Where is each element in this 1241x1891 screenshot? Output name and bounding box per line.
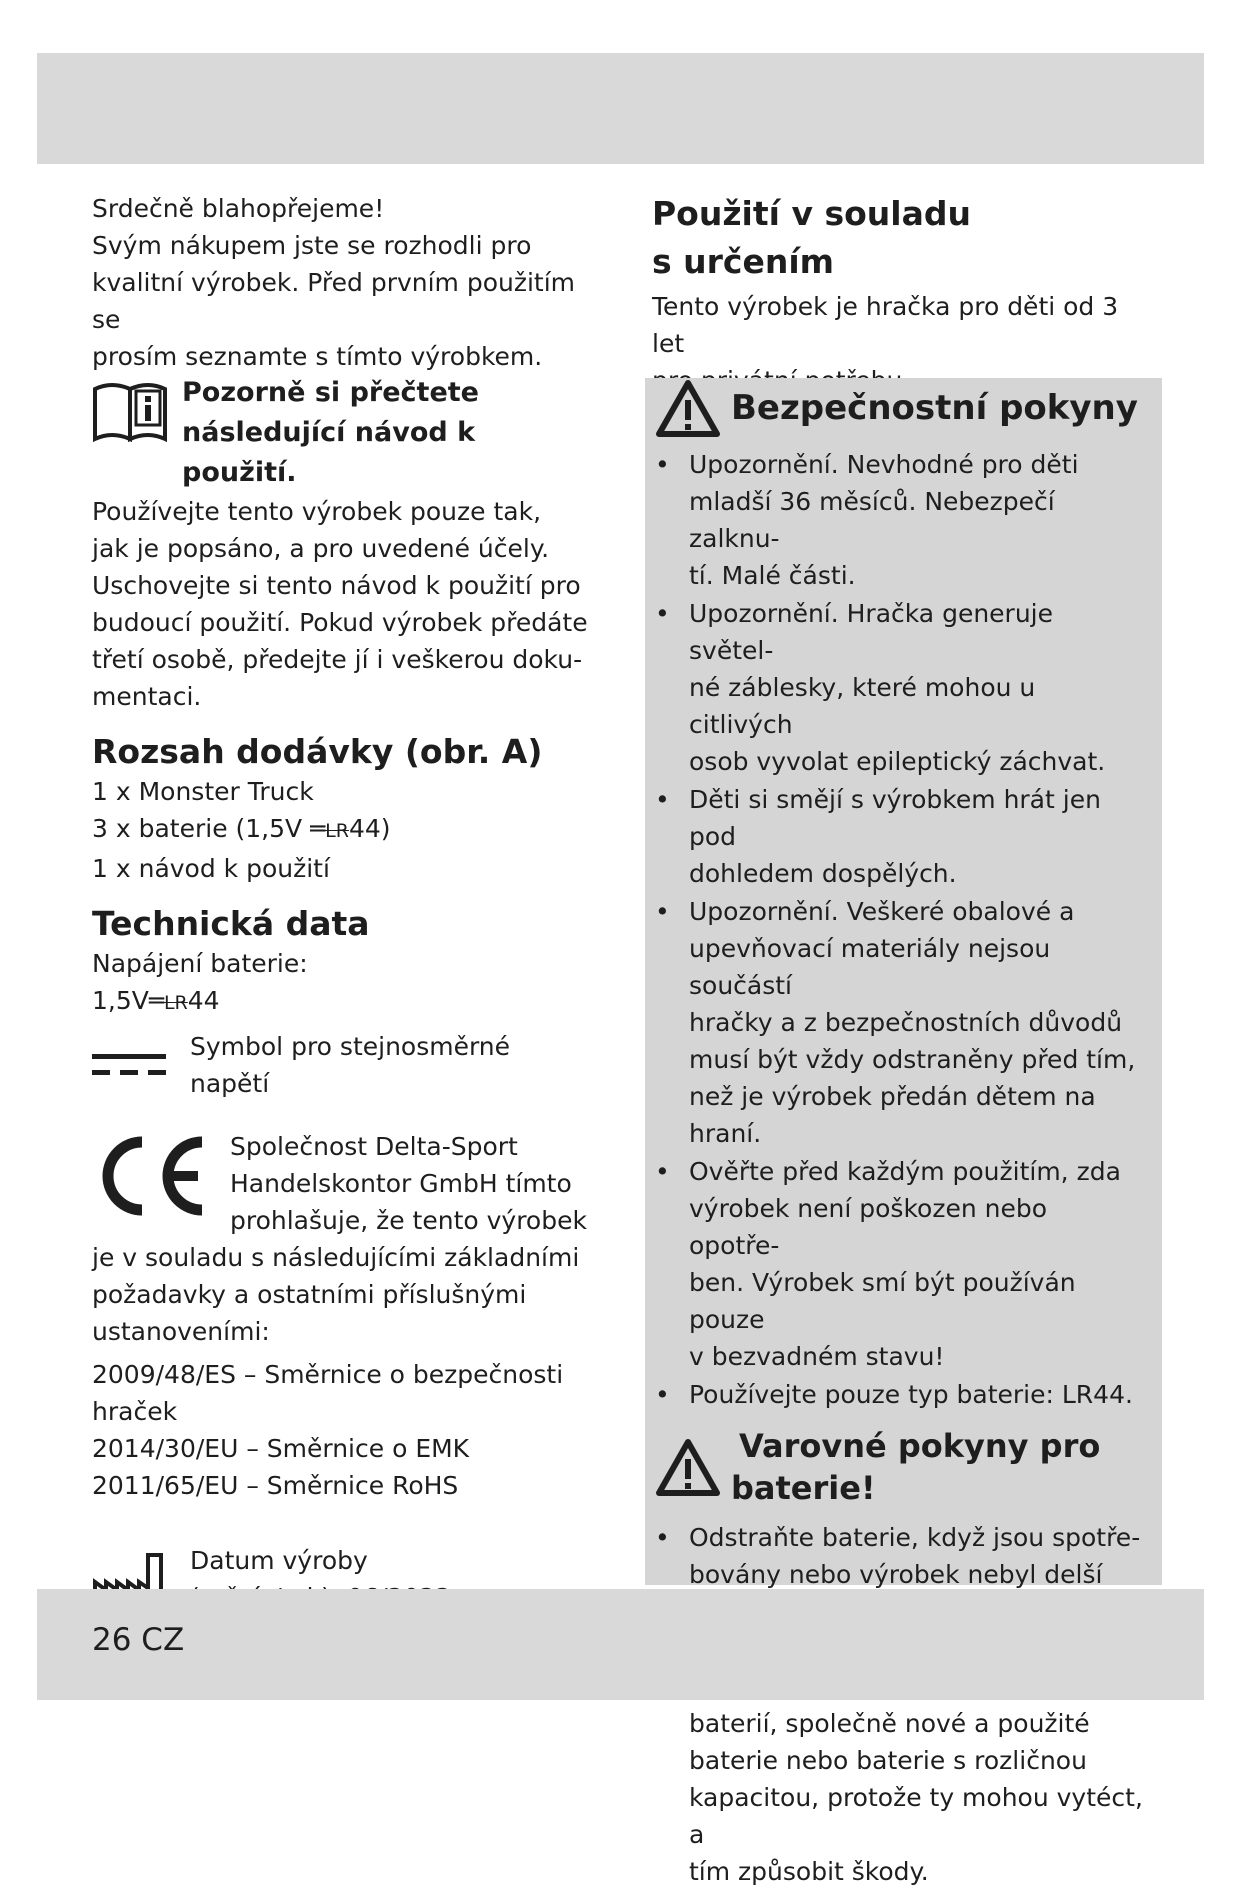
usage-heading: Použití v souladu <box>652 194 971 233</box>
ce-text: ustanoveními: <box>92 1317 270 1346</box>
greeting: Srdečně blahopřejeme! <box>92 194 385 223</box>
delivery-item: 1 x návod k použití <box>92 854 330 883</box>
delivery-item: 3 x baterie (1,5V ═LR44) <box>92 814 391 843</box>
warning-icon <box>655 1437 721 1497</box>
footer-band <box>37 1589 1204 1700</box>
ce-text: prohlašuje, že tento výrobek <box>230 1206 587 1235</box>
usage-text: Tento výrobek je hračka pro děti od 3 let <box>652 292 1119 358</box>
left-column <box>92 190 592 1618</box>
directive: 2014/30/EU – Směrnice o EMK <box>92 1434 470 1463</box>
intro-text: Uschovejte si tento návod k použití pro <box>92 571 581 600</box>
intro-text: jak je popsáno, a pro uvedené účely. <box>92 534 550 563</box>
safety-item: • Ověřte před každým použitím, zda výrobek není poškozen nebo opotře- ben. Výrobek smí být používán pouze v bezvadném stavu! <box>655 1153 1145 1375</box>
ce-text: Společnost Delta-Sport <box>230 1132 518 1161</box>
page-number: 26 CZ <box>92 1622 185 1658</box>
battery-list <box>655 1519 1145 1890</box>
intro-line: kvalitní výrobek. Před prvním použitím se <box>92 268 576 334</box>
tech-heading: Technická data <box>92 904 370 943</box>
ce-text: je v souladu s následujícími základními <box>92 1243 580 1272</box>
tech-supply-value: 1,5V═LR44 <box>92 986 220 1015</box>
dc-mini-icon: ═ <box>148 986 164 1015</box>
note-line: Pozorně si přečtete <box>182 377 479 408</box>
manual-book-icon <box>92 379 168 443</box>
usage-heading: s určením <box>652 242 835 281</box>
intro-text: mentaci. <box>92 682 202 711</box>
battery-heading <box>655 1425 1145 1509</box>
safety-list <box>655 446 1145 1413</box>
safety-item: • Upozornění. Hračka generuje světel- né záblesky, které mohou u citlivých osob vyvolat epileptický záchvat. <box>655 595 1145 780</box>
intro-text: Používejte tento výrobek pouze tak, <box>92 497 542 526</box>
battery-heading-line: Varovné pokyny pro <box>739 1427 1101 1465</box>
safety-item: • Děti si smějí s výrobkem hrát jen pod dohledem dospělých. <box>655 781 1145 892</box>
directive: hraček <box>92 1397 178 1426</box>
warning-icon <box>655 378 721 438</box>
safety-item: • Používejte pouze typ baterie: LR44. <box>655 1376 1145 1413</box>
safety-heading: Bezpečnostní pokyny <box>655 378 1145 438</box>
right-column <box>652 190 1152 399</box>
ce-text: Handelskontor GmbH tímto <box>230 1169 572 1198</box>
delivery-item: 1 x Monster Truck <box>92 777 314 806</box>
dc-symbol-text: Symbol pro stejnosměrné napětí <box>190 1032 511 1098</box>
battery-item: • Odstraňte baterie, když jsou spotře- bovány nebo výrobek nebyl delší <box>655 1519 1145 1667</box>
tech-supply-label: Napájení baterie: <box>92 949 308 978</box>
intro-text: třetí osobě, předejte jí i veškerou doku- <box>92 645 583 674</box>
note-line: následující návod k použití. <box>182 417 476 488</box>
safety-item: • Upozornění. Veškeré obalové a upevňovací materiály nejsou součástí hračky a z bezpečnostních důvodů musí být vždy odstraněny před tím, než je výrobek předán dětem na hraní. <box>655 893 1145 1152</box>
dc-mini-icon: ═ <box>310 814 326 843</box>
header-band <box>37 53 1204 164</box>
read-manual-note <box>92 373 592 493</box>
directive: 2009/48/ES – Směrnice o bezpečnosti <box>92 1360 564 1389</box>
ce-declaration <box>92 1128 592 1239</box>
intro-text: budoucí použití. Pokud výrobek předáte <box>92 608 588 637</box>
battery-heading-line: baterie! <box>731 1469 876 1507</box>
intro-line: Svým nákupem jste se rozhodli pro <box>92 231 532 260</box>
ce-text: požadavky a ostatními příslušnými <box>92 1280 527 1309</box>
intro-line: prosím seznamte s tímto výrobkem. <box>92 342 543 371</box>
dc-symbol-row <box>92 1028 592 1102</box>
delivery-heading: Rozsah dodávky (obr. A) <box>92 732 543 771</box>
direct-current-icon <box>92 1052 166 1078</box>
mfg-text: Datum výroby <box>190 1546 368 1575</box>
directive: 2011/65/EU – Směrnice RoHS <box>92 1471 459 1500</box>
safety-item: • Upozornění. Nevhodné pro děti mladší 36 měsíců. Nebezpečí zalknu- tí. Malé části. <box>655 446 1145 594</box>
ce-mark-icon <box>92 1134 208 1218</box>
safety-box <box>645 378 1162 1886</box>
battery-item: • baterií, společně nové a použité baterie nebo baterie s rozličnou kapacitou, protože ty mohou vytéct, a tím způsobit škody. <box>655 1668 1145 1890</box>
